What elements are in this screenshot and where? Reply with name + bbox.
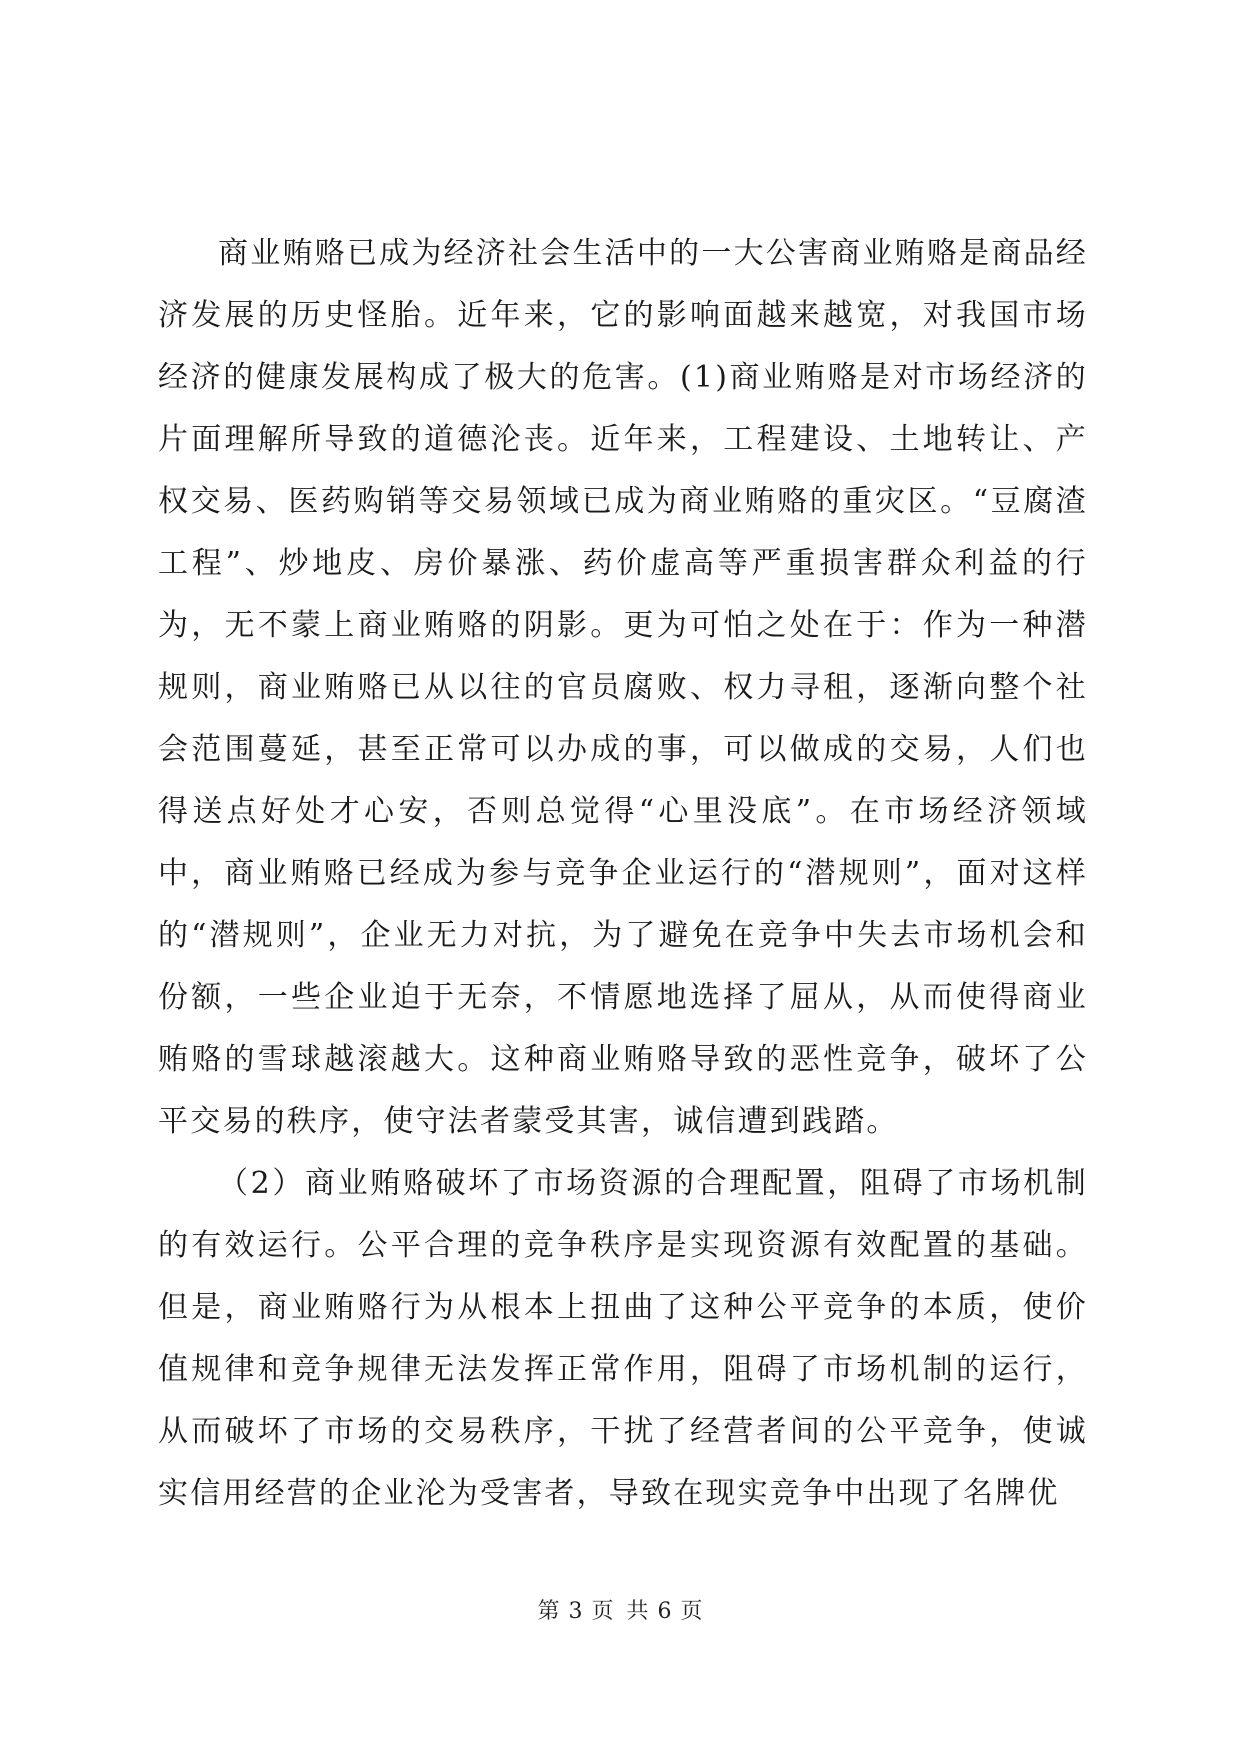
paragraph-2: （2）商业贿赂破坏了市场资源的合理配置，阻碍了市场机制的有效运行。公平合理的竞争秩序是实现资源有效配置的基础。但是，商业贿赂行为从根本上扭曲了这种公平竞争的本质，使价值规律和竞争规律无法发挥正常作用，阻碍了市场机制的运行，从而破坏了市场的交易秩序，干扰了经营者间的公平竞争，使诚实信用经营的企业沦为受害者，导致在现实竞争中出现了名牌优 — [158, 1166, 1088, 1511]
page-total: 共 6 页 — [626, 1599, 704, 1624]
page-number: 第 3 页 — [537, 1599, 615, 1624]
document-body — [158, 223, 1088, 1525]
paragraph-1: 商业贿赂已成为经济社会生活中的一大公害商业贿赂是商品经济发展的历史怪胎。近年来，它的影响面越来越宽，对我国市场经济的健康发展构成了极大的危害。(1)商业贿赂是对市场经济的片面理解所导致的道德沦丧。近年来，工程建设、土地转让、产权交易、医药购销等交易领域已成为商业贿赂的重灾区。“豆腐渣工程”、炒地皮、房价暴涨、药价虚高等严重损害群众利益的行为，无不蒙上商业贿赂的阴影。更为可怕之处在于：作为一种潜规则，商业贿赂已从以往的官员腐败、权力寻租，逐渐向整个社会范围蔓延，甚至正常可以办成的事，可以做成的交易，人们也得送点好处才心安，否则总觉得“心里没底”。在市场经济领域中，商业贿赂已经成为参与竞争企业运行的“潜规则”，面对这样的“潜规则”，企业无力对抗，为了避免在竞争中失去市场机会和份额，一些企业迫于无奈，不情愿地选择了屈从，从而使得商业贿赂的雪球越滚越大。这种商业贿赂导致的恶性竞争，破坏了公平交易的秩序，使守法者蒙受其害，诚信遭到践踏。 — [158, 236, 1088, 1139]
page-footer — [0, 1594, 1241, 1625]
